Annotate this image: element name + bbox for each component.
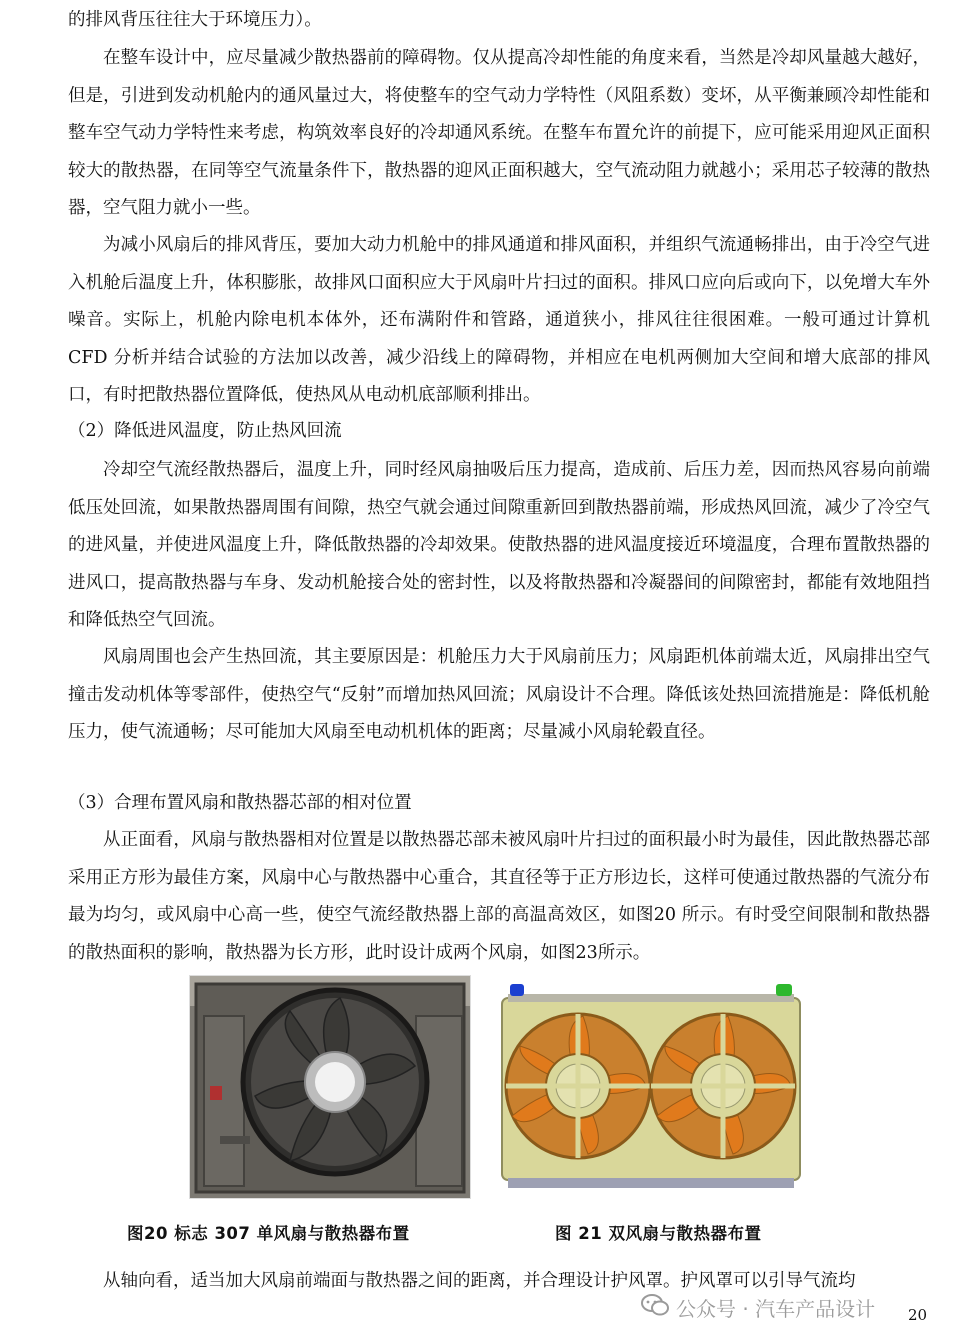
wechat-logo-icon — [640, 1293, 670, 1322]
section-heading-2: （2）降低进风温度，防止热风回流 — [68, 421, 342, 441]
page-number: 20 — [908, 1306, 928, 1324]
paragraph-2: 为减小风扇后的排风背压，要加大动力机舱中的排风通道和排风面积，并组织气流通畅排出，由于冷空气进入机舱后温度上升，体积膨胀，故排风口面积应大于风扇叶片扫过的面积。排风口应向后或向下，以免增大车外噪音。实际上，机舱内除电机本体外，还布满附件和管路，通道狭小，排风往往很困难。一般可通过计算机CFD 分析并结合试验的方法加以改善，减少沿线上的障碍物，并相应在电机两侧加大空间和增大底部的排风口，有时把散热器位置降低，使热风从电动机底部顺利排出。 — [68, 235, 930, 406]
single-fan-illustration — [190, 976, 470, 1198]
section-heading-3: （3）合理布置风扇和散热器芯部的相对位置 — [68, 793, 412, 813]
dual-fan-illustration — [498, 976, 804, 1198]
paragraph-6: 从轴向看，适当加大风扇前端面与散热器之间的距离，并合理设计护风罩。护风罩可以引导气流均 — [103, 1271, 856, 1291]
paragraph-1: 在整车设计中，应尽量减少散热器前的障碍物。仅从提高冷却性能的角度来看，当然是冷却风量越大越好，但是，引进到发动机舱内的通风量过大，将使整车的空气动力学特性（风阻系数）变坏，从平衡兼顾冷却性能和整车空气动力学特性来考虑，构筑效率良好的冷却通风系统。在整车布置允许的前提下，应可能采用迎风正面积较大的散热器，在同等空气流量条件下，散热器的迎风正面积越大，空气流动阻力就越小；采用芯子较薄的散热器，空气阻力就小一些。 — [68, 48, 930, 219]
figure-21-image — [497, 975, 805, 1199]
figure-20-caption: 图20 标志 307 单风扇与散热器布置 — [127, 1224, 410, 1243]
watermark-text: 公众号 · 汽车产品设计 — [676, 1297, 876, 1321]
figure-20-image — [189, 975, 471, 1199]
paragraph-4: 风扇周围也会产生热回流，其主要原因是：机舱压力大于风扇前压力；风扇距机体前端太近，风扇排出空气撞击发动机体等零部件，使热空气“反射”而增加热风回流；风扇设计不合理。降低该处热回流措施是：降低机舱压力，使气流通畅；尽可能加大风扇至电动机机体的距离；尽量减小风扇轮毂直径。 — [68, 647, 930, 743]
paragraph-5: 从正面看，风扇与散热器相对位置是以散热器芯部未被风扇叶片扫过的面积最小时为最佳，因此散热器芯部采用正方形为最佳方案，风扇中心与散热器中心重合，其直径等于正方形边长，这样可使通过散热器的气流分布最为均匀，或风扇中心高一些，使空气流经散热器上部的高温高效区，如图20 所示。有时受空间限制和散热器的散热面积的影响，散热器为长方形，此时设计成两个风扇，如图23所示。 — [68, 830, 930, 963]
figure-21-caption: 图 21 双风扇与散热器布置 — [555, 1224, 762, 1243]
paragraph-0: 的排风背压往往大于环境压力）。 — [68, 10, 322, 30]
wechat-watermark — [640, 1293, 875, 1322]
paragraph-3: 冷却空气流经散热器后，温度上升，同时经风扇抽吸后压力提高，造成前、后压力差，因而热风容易向前端低压处回流，如果散热器周围有间隙，热空气就会通过间隙重新回到散热器前端，形成热风回流，减少了冷空气的进风量，并使进风温度上升，降低散热器的冷却效果。使散热器的进风温度接近环境温度，合理布置散热器的进风口，提高散热器与车身、发动机舱接合处的密封性，以及将散热器和冷凝器间的间隙密封，都能有效地阻挡和降低热空气回流。 — [68, 460, 930, 631]
